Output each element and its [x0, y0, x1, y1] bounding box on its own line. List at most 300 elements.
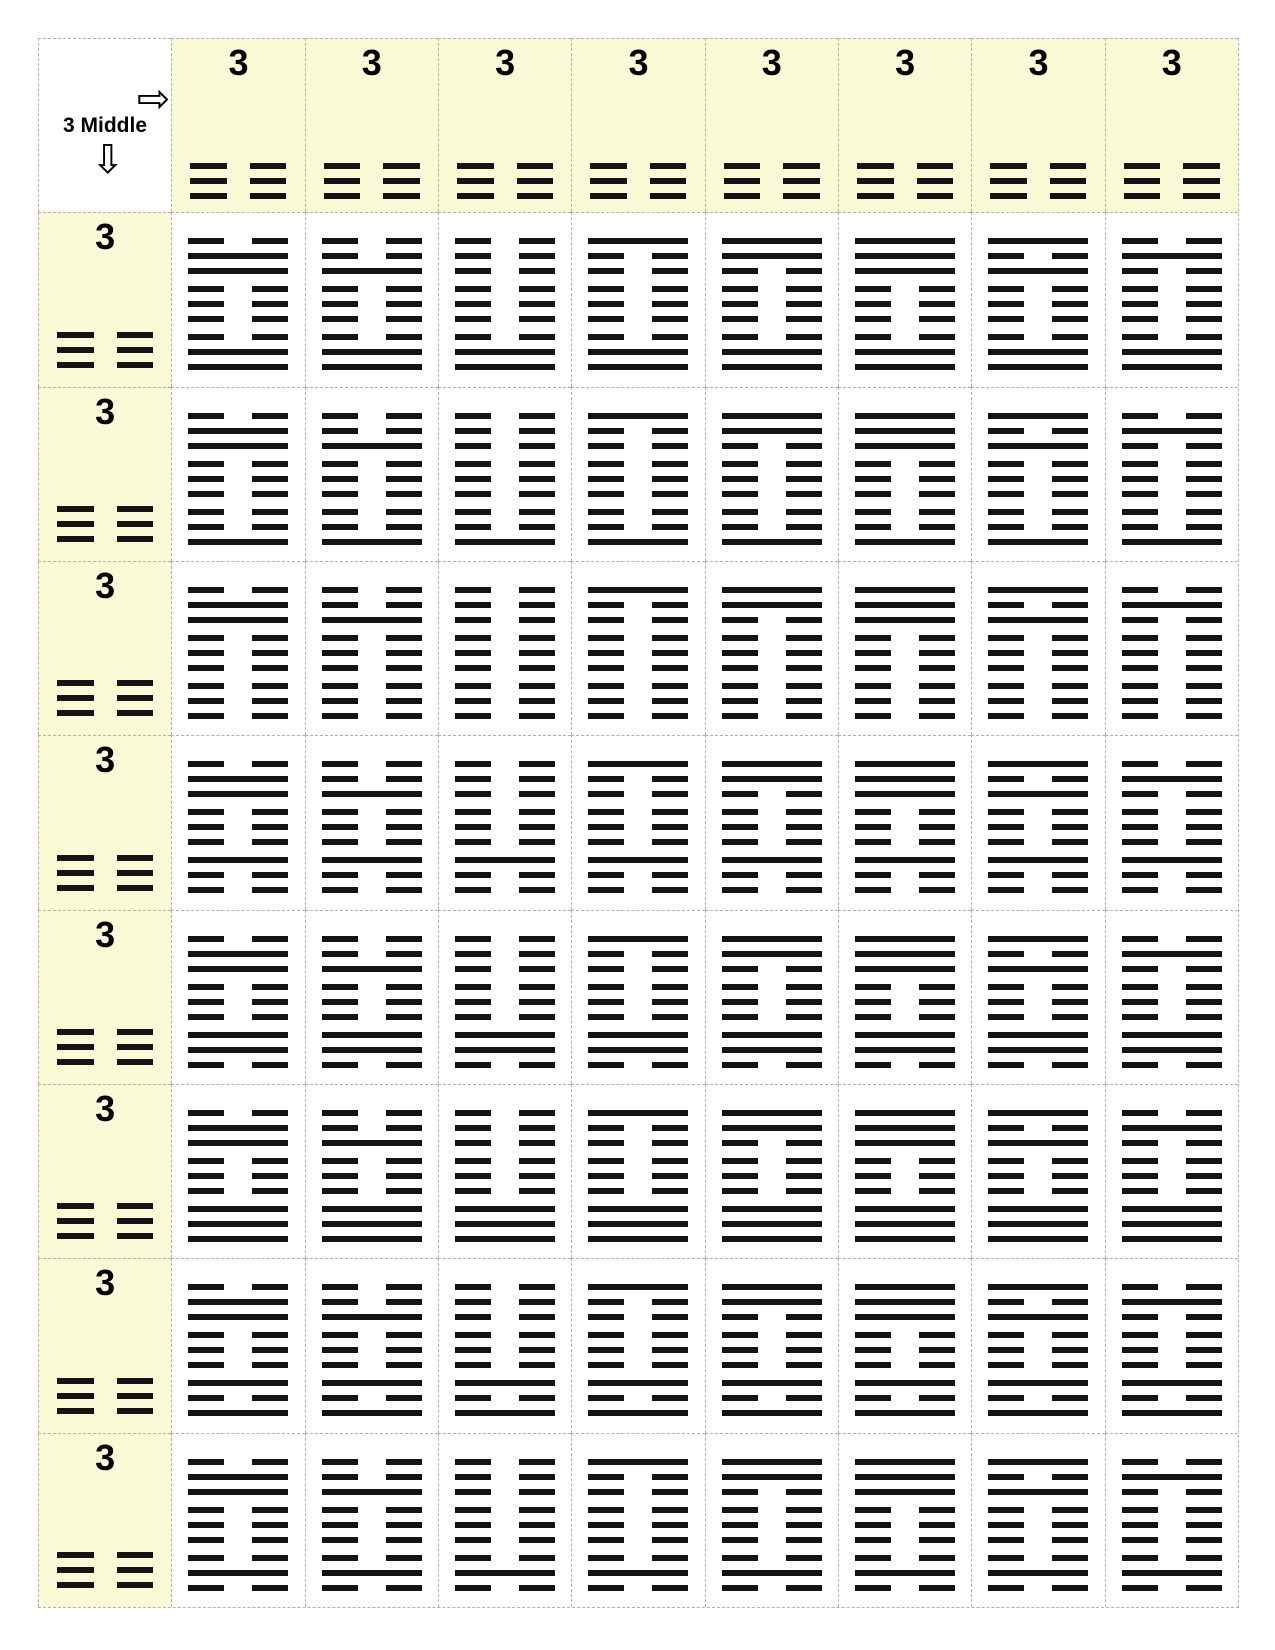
- yin-line: [57, 506, 153, 512]
- yin-line: [322, 984, 422, 990]
- yin-line: [322, 635, 422, 641]
- yin-line: [188, 650, 288, 656]
- yin-line: [455, 824, 555, 830]
- nine-line-figure: [855, 1284, 955, 1416]
- yin-line: [322, 253, 422, 259]
- yin-line: [455, 476, 555, 482]
- yin-line: [722, 316, 822, 322]
- yin-line: [57, 1567, 153, 1573]
- yang-line: [855, 1459, 955, 1465]
- yin-line: [1122, 984, 1222, 990]
- nine-line-figure: [722, 238, 822, 370]
- yin-line: [588, 443, 688, 449]
- down-white-arrow-icon: ⇩: [91, 137, 125, 183]
- figure-cell-r5-c7: [971, 910, 1104, 1084]
- yin-line: [322, 1347, 422, 1353]
- yin-line: [322, 683, 422, 689]
- yang-line: [455, 1047, 555, 1053]
- yin-line: [322, 413, 422, 419]
- yin-line: [188, 524, 288, 530]
- trigram-glyph: [57, 855, 153, 891]
- nine-line-figure: [1122, 413, 1222, 545]
- column-header-7: [971, 38, 1104, 212]
- header-label: 3: [95, 1087, 116, 1129]
- yin-line: [322, 951, 422, 957]
- yin-line: [57, 536, 153, 542]
- nine-line-figure: [722, 1284, 822, 1416]
- yang-line: [988, 1570, 1088, 1576]
- trigram-glyph: [57, 680, 153, 716]
- nine-line-figure: [455, 1459, 555, 1591]
- yang-line: [855, 1299, 955, 1305]
- yin-line: [988, 301, 1088, 307]
- yin-line: [588, 1314, 688, 1320]
- yin-line: [188, 1585, 288, 1591]
- yang-line: [722, 857, 822, 863]
- yin-line: [855, 999, 955, 1005]
- yin-line: [1122, 1395, 1222, 1401]
- yin-line: [322, 1555, 422, 1561]
- yin-line: [988, 713, 1088, 719]
- trigram-glyph: [1124, 163, 1220, 199]
- nine-line-figure: [455, 936, 555, 1068]
- yang-line: [855, 539, 955, 545]
- yin-line: [188, 761, 288, 767]
- yin-line: [588, 999, 688, 1005]
- figure-cell-r5-c5: [705, 910, 838, 1084]
- nine-line-figure: [322, 761, 422, 893]
- yang-line: [722, 1110, 822, 1116]
- figure-cell-r6-c8: [1105, 1084, 1238, 1258]
- yang-line: [988, 936, 1088, 942]
- figure-cell-r7-c5: [705, 1258, 838, 1432]
- yin-line: [188, 509, 288, 515]
- header-label: 3: [95, 1262, 116, 1304]
- yin-line: [322, 999, 422, 1005]
- figure-cell-r4-c2: [305, 735, 438, 909]
- yang-line: [188, 1032, 288, 1038]
- yin-line: [322, 887, 422, 893]
- yin-line: [1122, 268, 1222, 274]
- yin-line: [722, 713, 822, 719]
- figure-cell-r6-c4: [571, 1084, 704, 1258]
- yin-line: [322, 824, 422, 830]
- yin-line: [988, 334, 1088, 340]
- yin-line: [855, 1173, 955, 1179]
- yin-line: [988, 286, 1088, 292]
- yin-line: [57, 1203, 153, 1209]
- yin-line: [455, 1062, 555, 1068]
- yin-line: [1122, 1489, 1222, 1495]
- yin-line: [455, 1507, 555, 1513]
- yang-line: [588, 1110, 688, 1116]
- trigram-glyph: [57, 1029, 153, 1065]
- figure-cell-r7-c7: [971, 1258, 1104, 1432]
- yin-line: [1122, 1284, 1222, 1290]
- figure-cell-r5-c2: [305, 910, 438, 1084]
- yang-line: [1122, 1125, 1222, 1131]
- yin-line: [188, 491, 288, 497]
- yin-line: [588, 1362, 688, 1368]
- yin-line: [322, 809, 422, 815]
- figure-cell-r2-c5: [705, 387, 838, 561]
- figure-cell-r2-c6: [838, 387, 971, 561]
- yin-line: [455, 1314, 555, 1320]
- yin-line: [1122, 635, 1222, 641]
- yin-line: [188, 301, 288, 307]
- yang-line: [988, 1206, 1088, 1212]
- yin-line: [988, 524, 1088, 530]
- figure-cell-r8-c6: [838, 1433, 971, 1607]
- figure-cell-r6-c3: [438, 1084, 571, 1258]
- column-header-1: [171, 38, 304, 212]
- figure-cell-r8-c1: [171, 1433, 304, 1607]
- yin-line: [455, 761, 555, 767]
- figure-cell-r2-c8: [1105, 387, 1238, 561]
- yang-line: [588, 413, 688, 419]
- yang-line: [188, 857, 288, 863]
- yang-line: [188, 1410, 288, 1416]
- yin-line: [1122, 839, 1222, 845]
- yin-line: [722, 824, 822, 830]
- figure-cell-r4-c4: [571, 735, 704, 909]
- yin-line: [324, 178, 420, 184]
- yin-line: [322, 761, 422, 767]
- yin-line: [855, 1188, 955, 1194]
- yin-line: [322, 776, 422, 782]
- figure-cell-r3-c5: [705, 561, 838, 735]
- yang-line: [1122, 1047, 1222, 1053]
- yin-line: [455, 1173, 555, 1179]
- figure-cell-r6-c5: [705, 1084, 838, 1258]
- yin-line: [1122, 509, 1222, 515]
- yin-line: [455, 238, 555, 244]
- yin-line: [188, 1459, 288, 1465]
- yin-line: [988, 491, 1088, 497]
- nine-line-figure: [722, 1459, 822, 1591]
- yang-line: [1122, 1221, 1222, 1227]
- yin-line: [455, 524, 555, 530]
- yang-line: [188, 602, 288, 608]
- yin-line: [1122, 791, 1222, 797]
- yang-line: [322, 857, 422, 863]
- yang-line: [988, 1236, 1088, 1242]
- nine-line-figure: [1122, 1284, 1222, 1416]
- yang-line: [188, 776, 288, 782]
- yang-line: [455, 1410, 555, 1416]
- nine-line-figure: [188, 936, 288, 1068]
- yin-line: [188, 1014, 288, 1020]
- column-header-3: [438, 38, 571, 212]
- nine-line-figure: [722, 761, 822, 893]
- yin-line: [322, 839, 422, 845]
- corner-label: 3 Middle: [63, 114, 148, 137]
- yin-line: [722, 1507, 822, 1513]
- yin-line: [455, 268, 555, 274]
- yin-line: [455, 713, 555, 719]
- yin-line: [588, 698, 688, 704]
- yang-line: [588, 364, 688, 370]
- yang-line: [988, 1110, 1088, 1116]
- yin-line: [588, 1188, 688, 1194]
- figure-cell-r7-c1: [171, 1258, 304, 1432]
- yin-line: [188, 1507, 288, 1513]
- yang-line: [1122, 428, 1222, 434]
- yang-line: [855, 1140, 955, 1146]
- yang-line: [722, 776, 822, 782]
- header-label: 3: [495, 42, 516, 83]
- yin-line: [588, 635, 688, 641]
- yin-line: [322, 524, 422, 530]
- yin-line: [590, 193, 686, 199]
- yang-line: [855, 776, 955, 782]
- yin-line: [322, 1362, 422, 1368]
- yin-line: [988, 887, 1088, 893]
- nine-line-figure: [588, 936, 688, 1068]
- yin-line: [722, 966, 822, 972]
- yin-line: [455, 776, 555, 782]
- yin-line: [188, 1555, 288, 1561]
- yang-line: [322, 966, 422, 972]
- yin-line: [322, 316, 422, 322]
- trigram-glyph: [57, 332, 153, 368]
- figure-cell-r3-c7: [971, 561, 1104, 735]
- yin-line: [588, 1014, 688, 1020]
- yin-line: [1122, 1110, 1222, 1116]
- yang-line: [188, 1047, 288, 1053]
- yin-line: [988, 650, 1088, 656]
- yin-line: [988, 1555, 1088, 1561]
- yang-line: [322, 349, 422, 355]
- trigram-glyph: [57, 1378, 153, 1414]
- yin-line: [588, 1395, 688, 1401]
- yin-line: [588, 791, 688, 797]
- nine-line-figure: [722, 413, 822, 545]
- nine-line-figure: [455, 238, 555, 370]
- yin-line: [455, 791, 555, 797]
- yin-line: [588, 1507, 688, 1513]
- yin-line: [188, 872, 288, 878]
- yang-line: [1122, 1236, 1222, 1242]
- yang-line: [988, 1284, 1088, 1290]
- yin-line: [588, 428, 688, 434]
- yin-line: [722, 1347, 822, 1353]
- yin-line: [988, 1188, 1088, 1194]
- yin-line: [588, 316, 688, 322]
- yang-line: [855, 253, 955, 259]
- nine-line-figure: [1122, 936, 1222, 1068]
- trigram-glyph: [324, 163, 420, 199]
- right-white-arrow-icon: ⇨: [136, 76, 171, 122]
- yin-line: [722, 617, 822, 623]
- yang-line: [988, 1047, 1088, 1053]
- yin-line: [1124, 178, 1220, 184]
- yin-line: [588, 1332, 688, 1338]
- yin-line: [855, 1507, 955, 1513]
- yin-line: [988, 999, 1088, 1005]
- yang-line: [855, 1410, 955, 1416]
- nine-line-figure: [855, 238, 955, 370]
- yin-line: [722, 1362, 822, 1368]
- yin-line: [324, 193, 420, 199]
- yin-line: [588, 1062, 688, 1068]
- nine-line-figure: [988, 936, 1088, 1068]
- yin-line: [322, 872, 422, 878]
- yang-line: [855, 413, 955, 419]
- yin-line: [588, 334, 688, 340]
- yin-line: [57, 870, 153, 876]
- yin-line: [457, 178, 553, 184]
- yang-line: [188, 617, 288, 623]
- yin-line: [855, 1062, 955, 1068]
- yin-line: [588, 951, 688, 957]
- yin-line: [322, 334, 422, 340]
- yin-line: [57, 885, 153, 891]
- yin-line: [322, 1110, 422, 1116]
- yin-line: [722, 476, 822, 482]
- yin-line: [722, 1173, 822, 1179]
- header-label: 3: [95, 1436, 116, 1478]
- yin-line: [724, 163, 820, 169]
- yin-line: [588, 776, 688, 782]
- yin-line: [188, 286, 288, 292]
- yin-line: [988, 1585, 1088, 1591]
- yang-line: [188, 1299, 288, 1305]
- yin-line: [988, 1062, 1088, 1068]
- yin-line: [57, 332, 153, 338]
- yin-line: [1122, 1158, 1222, 1164]
- yin-line: [455, 936, 555, 942]
- yang-line: [988, 617, 1088, 623]
- yin-line: [588, 1585, 688, 1591]
- yin-line: [188, 1284, 288, 1290]
- yang-line: [988, 857, 1088, 863]
- yin-line: [455, 1585, 555, 1591]
- yang-line: [1122, 1299, 1222, 1305]
- yin-line: [457, 193, 553, 199]
- yin-line: [855, 809, 955, 815]
- yin-line: [988, 872, 1088, 878]
- yin-line: [988, 1014, 1088, 1020]
- yin-line: [1122, 524, 1222, 530]
- figure-cell-r3-c1: [171, 561, 304, 735]
- yin-line: [588, 872, 688, 878]
- yang-line: [988, 539, 1088, 545]
- header-label: 3: [228, 42, 249, 83]
- yin-line: [455, 286, 555, 292]
- yin-line: [188, 635, 288, 641]
- nine-line-figure: [855, 1110, 955, 1242]
- yang-line: [855, 1032, 955, 1038]
- yin-line: [1122, 1062, 1222, 1068]
- yin-line: [722, 1188, 822, 1194]
- column-header-2: [305, 38, 438, 212]
- yin-line: [455, 1299, 555, 1305]
- figure-cell-r7-c6: [838, 1258, 971, 1432]
- yin-line: [188, 334, 288, 340]
- yin-line: [588, 1125, 688, 1131]
- yin-line: [322, 650, 422, 656]
- yin-line: [322, 1585, 422, 1591]
- yin-line: [455, 1522, 555, 1528]
- yin-line: [588, 650, 688, 656]
- yin-line: [990, 193, 1086, 199]
- yin-line: [1122, 1459, 1222, 1465]
- yin-line: [1122, 334, 1222, 340]
- yang-line: [1122, 776, 1222, 782]
- yin-line: [722, 1395, 822, 1401]
- yin-line: [322, 1395, 422, 1401]
- yang-line: [855, 1314, 955, 1320]
- yin-line: [1122, 1537, 1222, 1543]
- yang-line: [855, 936, 955, 942]
- yin-line: [857, 163, 953, 169]
- yin-line: [1122, 443, 1222, 449]
- yang-line: [1122, 1474, 1222, 1480]
- yin-line: [722, 887, 822, 893]
- figure-cell-r1-c2: [305, 212, 438, 386]
- yin-line: [190, 178, 286, 184]
- hexagram-table: [38, 38, 1239, 1608]
- yang-line: [855, 951, 955, 957]
- yin-line: [188, 809, 288, 815]
- figure-cell-r4-c8: [1105, 735, 1238, 909]
- yang-line: [722, 587, 822, 593]
- yin-line: [1124, 193, 1220, 199]
- yin-line: [855, 1395, 955, 1401]
- trigram-glyph: [190, 163, 286, 199]
- yin-line: [190, 163, 286, 169]
- yin-line: [722, 443, 822, 449]
- header-label: 3: [95, 390, 116, 432]
- yin-line: [322, 602, 422, 608]
- yin-line: [188, 1188, 288, 1194]
- yin-line: [188, 1158, 288, 1164]
- yang-line: [855, 1570, 955, 1576]
- yin-line: [988, 1507, 1088, 1513]
- yin-line: [455, 334, 555, 340]
- yin-line: [455, 602, 555, 608]
- yang-line: [188, 1489, 288, 1495]
- yin-line: [188, 1332, 288, 1338]
- yin-line: [988, 1522, 1088, 1528]
- yin-line: [722, 509, 822, 515]
- yin-line: [855, 1014, 955, 1020]
- figure-cell-r3-c4: [571, 561, 704, 735]
- yin-line: [855, 301, 955, 307]
- yang-line: [455, 1570, 555, 1576]
- yin-line: [455, 1537, 555, 1543]
- yin-line: [322, 286, 422, 292]
- yin-line: [988, 461, 1088, 467]
- trigram-glyph: [57, 1203, 153, 1239]
- yang-line: [988, 1489, 1088, 1495]
- yin-line: [855, 984, 955, 990]
- yang-line: [455, 1206, 555, 1212]
- yin-line: [855, 509, 955, 515]
- yin-line: [1122, 809, 1222, 815]
- nine-line-figure: [322, 936, 422, 1068]
- yang-line: [188, 539, 288, 545]
- yin-line: [855, 713, 955, 719]
- yang-line: [722, 238, 822, 244]
- yin-line: [57, 710, 153, 716]
- yin-line: [722, 683, 822, 689]
- yin-line: [1122, 1188, 1222, 1194]
- row-header-2: [38, 387, 171, 561]
- yin-line: [455, 1362, 555, 1368]
- yang-line: [455, 349, 555, 355]
